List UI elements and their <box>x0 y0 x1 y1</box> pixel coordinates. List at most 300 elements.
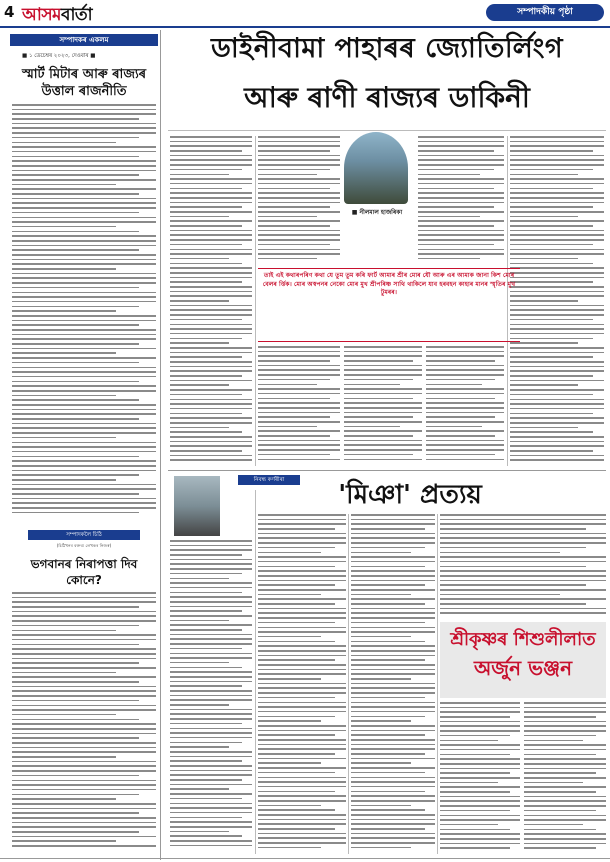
text-line <box>351 748 435 750</box>
text-line <box>12 474 139 476</box>
text-line <box>258 239 340 241</box>
text-line <box>258 523 346 525</box>
text-line <box>12 437 116 439</box>
text-line <box>12 324 139 326</box>
text-line <box>351 711 435 713</box>
text-line <box>510 178 604 180</box>
text-line <box>258 753 335 755</box>
text-line <box>524 810 596 812</box>
section-tag: সম্পাদকীয় পৃষ্ঠা <box>486 4 604 21</box>
third-article-col-2 <box>524 702 606 854</box>
text-line <box>510 366 604 368</box>
text-line <box>510 300 578 302</box>
text-line <box>170 394 242 396</box>
text-line <box>12 202 156 204</box>
column-divider <box>437 514 438 854</box>
text-line <box>351 800 435 802</box>
text-line <box>258 192 340 194</box>
text-line <box>12 488 156 490</box>
text-line <box>351 814 435 816</box>
text-line <box>12 695 156 697</box>
text-line <box>351 664 435 666</box>
text-line <box>258 249 340 251</box>
text-line <box>351 823 435 825</box>
text-line <box>12 817 156 819</box>
text-line <box>258 725 346 727</box>
text-line <box>12 113 156 115</box>
text-line <box>426 416 495 418</box>
text-line <box>170 807 252 809</box>
text-line <box>351 767 435 769</box>
text-line <box>258 762 321 764</box>
text-line <box>351 786 435 788</box>
text-line <box>12 479 116 481</box>
text-line <box>170 399 252 401</box>
text-line <box>351 636 411 638</box>
text-line <box>351 622 425 624</box>
text-line <box>258 734 335 736</box>
text-line <box>351 847 411 849</box>
text-line <box>258 575 346 577</box>
text-line <box>170 159 252 161</box>
text-line <box>170 403 252 405</box>
second-article-col-4 <box>440 514 606 618</box>
text-line <box>418 183 504 185</box>
text-line <box>418 141 504 143</box>
text-line <box>12 705 156 707</box>
text-line <box>170 305 252 307</box>
text-line <box>426 421 504 423</box>
text-line <box>12 240 156 242</box>
text-line <box>440 561 606 563</box>
editorial-header: সম্পাদকৰ একলম <box>10 34 158 46</box>
text-line <box>510 183 604 185</box>
text-line <box>170 281 242 283</box>
text-line <box>258 795 346 797</box>
column-divider <box>160 30 161 860</box>
text-line <box>344 407 422 409</box>
text-line <box>258 612 346 614</box>
third-article-title-line-2[interactable]: অৰ্জুন ভঞ্জন <box>473 656 573 680</box>
text-line <box>510 211 604 213</box>
text-line <box>12 625 139 627</box>
text-line <box>351 542 435 544</box>
text-line <box>524 824 583 826</box>
text-line <box>440 843 520 845</box>
text-line <box>440 796 520 798</box>
text-line <box>170 624 252 626</box>
text-line <box>170 366 252 368</box>
text-line <box>12 465 156 467</box>
text-line <box>258 384 317 386</box>
text-line <box>170 141 252 143</box>
text-line <box>258 398 330 400</box>
text-line <box>12 756 116 758</box>
text-line <box>170 258 229 260</box>
text-line <box>258 631 346 633</box>
text-line <box>170 606 252 608</box>
text-line <box>418 253 504 255</box>
text-line <box>510 192 604 194</box>
text-line <box>440 730 520 732</box>
text-line <box>351 659 425 661</box>
text-line <box>12 282 156 284</box>
text-line <box>12 179 156 181</box>
text-line <box>524 711 606 713</box>
text-line <box>351 828 425 830</box>
text-line <box>524 838 606 840</box>
text-line <box>12 146 156 148</box>
text-line <box>426 374 504 376</box>
text-line <box>344 444 422 446</box>
text-line <box>170 150 242 152</box>
text-line <box>510 328 604 330</box>
text-line <box>510 338 593 340</box>
text-line <box>426 402 504 404</box>
text-line <box>258 164 340 166</box>
text-line <box>170 803 252 805</box>
text-line <box>12 310 116 312</box>
text-line <box>510 375 593 377</box>
text-line <box>418 244 494 246</box>
text-line <box>351 533 435 535</box>
text-line <box>258 407 340 409</box>
text-line <box>12 737 139 739</box>
text-line <box>170 821 252 823</box>
text-line <box>510 389 604 391</box>
text-line <box>524 815 606 817</box>
text-line <box>12 747 156 749</box>
main-article-col-3 <box>418 136 504 264</box>
text-line <box>510 356 593 358</box>
text-line <box>12 700 139 702</box>
text-line <box>351 702 435 704</box>
text-line <box>12 845 156 847</box>
second-article-title[interactable]: 'মিঞা' প্ৰত্যয় <box>338 480 482 510</box>
text-line <box>170 638 252 640</box>
text-line <box>426 398 495 400</box>
text-line <box>12 174 139 176</box>
text-line <box>510 436 604 438</box>
text-line <box>351 837 435 839</box>
text-line <box>418 249 504 251</box>
text-line <box>12 207 156 209</box>
text-line <box>12 142 116 144</box>
text-line <box>12 118 139 120</box>
text-line <box>12 127 156 129</box>
text-line <box>170 737 252 739</box>
text-line <box>258 426 317 428</box>
text-line <box>170 643 252 645</box>
text-line <box>12 512 139 514</box>
logo-part-2: বাৰ্তা <box>61 5 93 25</box>
text-line <box>258 454 330 456</box>
text-line <box>12 104 156 106</box>
text-line <box>12 798 116 800</box>
text-line <box>258 202 340 204</box>
text-line <box>12 409 156 411</box>
text-line <box>170 375 242 377</box>
text-line <box>344 398 413 400</box>
text-line <box>12 418 139 420</box>
text-line <box>440 537 606 539</box>
text-line <box>351 603 425 605</box>
second-article-col-1 <box>170 540 252 854</box>
text-line <box>12 826 156 828</box>
column-divider <box>348 514 349 854</box>
text-line <box>351 570 435 572</box>
text-line <box>524 782 583 784</box>
text-line <box>440 725 520 727</box>
main-headline-line-2[interactable]: আৰু ৰাণী ৰাজ্যৰ ডাকিনী <box>244 81 530 114</box>
text-line <box>12 498 156 500</box>
text-line <box>12 812 139 814</box>
text-line <box>12 123 156 125</box>
text-line <box>351 566 425 568</box>
text-line <box>344 346 422 348</box>
text-line <box>426 384 482 386</box>
text-line <box>12 460 156 462</box>
text-line <box>170 765 252 767</box>
text-line <box>170 333 252 335</box>
text-line <box>12 723 156 725</box>
second-article-col-3 <box>351 514 435 854</box>
text-line <box>12 427 156 429</box>
text-line <box>344 440 422 442</box>
text-line <box>440 805 520 807</box>
column-tag: নিবন্ধ কৰ্ণৰীৰা <box>238 475 300 485</box>
text-line <box>170 436 252 438</box>
text-line <box>258 781 346 783</box>
letter-title[interactable]: ভগবানৰ নিৰাপত্তা দিব কোনে? <box>30 557 138 587</box>
text-line <box>12 357 156 359</box>
text-line <box>258 412 340 414</box>
text-line <box>510 305 604 307</box>
text-line <box>418 145 504 147</box>
text-line <box>170 831 229 833</box>
text-line <box>12 794 139 796</box>
text-line <box>170 413 242 415</box>
text-line <box>524 744 606 746</box>
text-line <box>510 286 604 288</box>
text-line <box>258 150 330 152</box>
text-line <box>351 575 435 577</box>
text-line <box>426 379 495 381</box>
text-line <box>510 159 604 161</box>
text-line <box>258 188 330 190</box>
text-line <box>12 292 156 294</box>
text-line <box>258 608 346 610</box>
second-article-col-2 <box>258 514 346 854</box>
footer-rule <box>0 858 610 859</box>
text-line <box>170 389 252 391</box>
text-line <box>170 826 252 828</box>
text-line <box>440 716 510 718</box>
text-line <box>12 160 156 162</box>
text-line <box>170 338 242 340</box>
text-line <box>524 707 606 709</box>
text-line <box>12 456 139 458</box>
text-line <box>12 193 139 195</box>
text-line <box>12 714 116 716</box>
text-line <box>258 216 317 218</box>
text-line <box>258 767 346 769</box>
text-line <box>170 230 252 232</box>
text-line <box>258 183 340 185</box>
text-line <box>524 716 596 718</box>
text-line <box>440 707 520 709</box>
text-line <box>170 277 252 279</box>
text-line <box>351 762 411 764</box>
main-headline-line-1[interactable]: ডাইনীবামা পাহাৰৰ জ্যোতিৰ্লিংগ <box>210 33 564 64</box>
text-line <box>12 451 156 453</box>
text-line <box>351 608 435 610</box>
text-line <box>258 594 321 596</box>
text-line <box>440 782 498 784</box>
text-line <box>418 178 504 180</box>
text-line <box>170 671 252 673</box>
text-line <box>344 355 422 357</box>
text-line <box>258 430 340 432</box>
text-line <box>510 324 604 326</box>
editorial-body-text <box>12 104 156 522</box>
text-line <box>351 833 435 835</box>
logo-part-1: আসম <box>22 5 61 25</box>
text-line <box>426 454 495 456</box>
text-line <box>510 450 593 452</box>
text-line <box>510 225 593 227</box>
text-line <box>12 432 156 434</box>
column-divider <box>255 136 256 466</box>
text-line <box>12 404 156 406</box>
text-line <box>440 566 586 568</box>
text-line <box>258 449 340 451</box>
text-line <box>351 697 425 699</box>
text-line <box>524 791 596 793</box>
text-line <box>170 732 252 734</box>
text-line <box>170 634 252 636</box>
text-line <box>418 136 504 138</box>
text-line <box>351 523 435 525</box>
letter-body-text <box>12 592 156 854</box>
text-line <box>510 202 604 204</box>
main-article-col-3c <box>426 346 504 466</box>
main-article-col-1 <box>170 136 252 466</box>
text-line <box>351 716 425 718</box>
text-line <box>258 669 346 671</box>
text-line <box>258 566 335 568</box>
text-line <box>12 667 156 669</box>
text-line <box>258 388 340 390</box>
text-line <box>440 519 606 521</box>
text-line <box>344 402 422 404</box>
text-line <box>258 706 346 708</box>
text-line <box>12 165 156 167</box>
text-line <box>426 440 504 442</box>
text-line <box>258 664 346 666</box>
text-line <box>510 333 604 335</box>
text-line <box>524 777 606 779</box>
text-line <box>351 819 435 821</box>
masthead-rule <box>0 26 610 28</box>
text-line <box>12 212 139 214</box>
text-line <box>258 159 340 161</box>
text-line <box>510 230 604 232</box>
text-line <box>170 774 252 776</box>
text-line <box>258 230 340 232</box>
text-line <box>440 528 586 530</box>
text-line <box>510 319 593 321</box>
text-line <box>12 822 156 824</box>
text-line <box>351 612 435 614</box>
text-line <box>351 758 435 760</box>
text-line <box>170 324 252 326</box>
text-line <box>524 786 606 788</box>
text-line <box>524 772 596 774</box>
text-line <box>510 150 593 152</box>
text-line <box>440 815 520 817</box>
text-line <box>524 725 606 727</box>
text-line <box>351 795 435 797</box>
text-line <box>170 840 252 842</box>
text-line <box>351 809 425 811</box>
text-line <box>12 446 156 448</box>
text-line <box>170 450 242 452</box>
text-line <box>344 416 413 418</box>
text-line <box>344 426 400 428</box>
text-line <box>440 711 520 713</box>
third-article-title-line-1[interactable]: শ্ৰীকৃষ্ণৰ শিশুলীলাত <box>450 629 596 650</box>
text-line <box>12 301 156 303</box>
text-line <box>258 584 335 586</box>
text-line <box>12 376 156 378</box>
text-line <box>258 211 340 213</box>
text-line <box>344 369 422 371</box>
text-line <box>351 842 435 844</box>
text-line <box>12 399 139 401</box>
text-line <box>510 206 593 208</box>
text-line <box>258 828 335 830</box>
text-line <box>170 169 242 171</box>
text-line <box>524 702 606 704</box>
text-line <box>170 563 252 565</box>
text-line <box>524 796 606 798</box>
text-line <box>351 725 435 727</box>
text-line <box>170 239 252 241</box>
text-line <box>524 740 583 742</box>
text-line <box>426 351 504 353</box>
text-line <box>12 676 156 678</box>
text-line <box>258 800 346 802</box>
text-line <box>351 739 435 741</box>
text-line <box>12 681 139 683</box>
text-line <box>418 188 494 190</box>
text-line <box>510 244 593 246</box>
text-line <box>426 346 504 348</box>
text-line <box>12 630 116 632</box>
text-line <box>440 777 520 779</box>
text-line <box>344 393 422 395</box>
text-line <box>12 184 116 186</box>
text-line <box>258 805 321 807</box>
text-line <box>440 575 606 577</box>
text-line <box>440 754 510 756</box>
text-line <box>170 155 252 157</box>
text-line <box>170 835 242 837</box>
text-line <box>170 441 252 443</box>
text-line <box>418 159 504 161</box>
editorial-title[interactable]: স্মাৰ্ট মিটাৰ আৰু ৰাজ্যৰ উত্তাল ৰাজনীতি <box>21 67 147 99</box>
